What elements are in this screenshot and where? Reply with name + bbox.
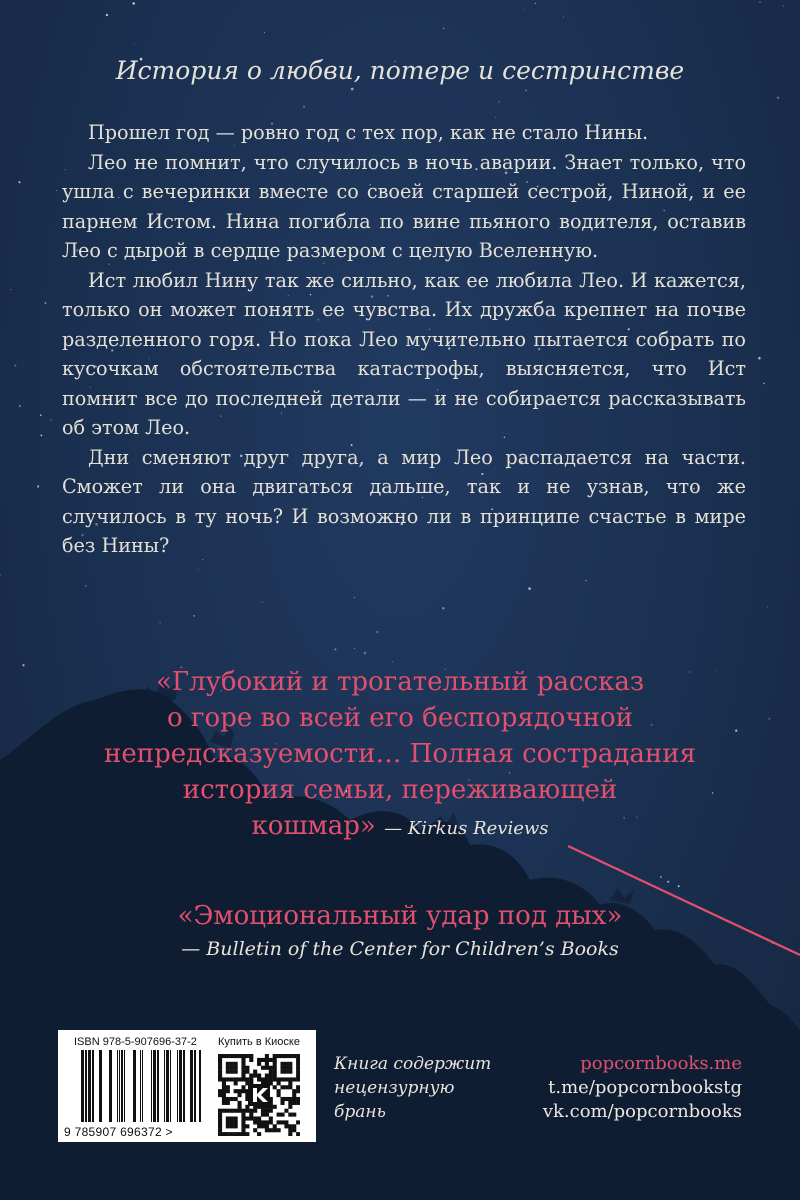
warning-line: брань (334, 1102, 386, 1122)
blurb-paragraph: Прошел год — ровно год с тех пор, как не стало Нины. (88, 121, 649, 144)
website-link[interactable]: popcornbooks.me (580, 1053, 742, 1074)
quote-line: «Глубокий и трогательный рассказ (155, 667, 645, 697)
qr-code[interactable] (218, 1054, 300, 1136)
review-quote-bulletin (0, 898, 800, 964)
quote-line: непредсказуемости… Полная сострадания (104, 739, 696, 769)
publisher-links (543, 1052, 742, 1124)
quote-source: — Bulletin of the Center for Children’s Books (181, 938, 619, 960)
telegram-link[interactable]: t.me/popcornbookstg (548, 1077, 742, 1098)
quote-line: «Эмоциональный удар под дых» (177, 901, 623, 931)
blurb-paragraph: Дни сменяют друг друга, а мир Лео распадается на части. Сможет ли она двигаться дальше, так и не узнав, что же случилось в ту ночь? И возможно ли в принципе счастье в мире без Нины? (62, 445, 746, 557)
isbn-digits: 9 785907 696372 > (64, 1125, 173, 1139)
kiosk-label: Купить в Киоске (218, 1036, 300, 1048)
blurb (62, 118, 746, 561)
warning-line: Книга содержит (334, 1054, 492, 1074)
review-quote-kirkus (0, 664, 800, 847)
warning-line: нецензурную (334, 1078, 455, 1098)
quote-line: кошмар» (251, 811, 376, 841)
isbn-label: ISBN 978-5-907696-37-2 (74, 1036, 197, 1048)
quote-source: — Kirkus Reviews (384, 818, 549, 839)
isbn-barcode-panel (58, 1030, 316, 1142)
vk-link[interactable]: vk.com/popcornbooks (542, 1101, 742, 1122)
quote-line: история семьи, переживающей (182, 775, 618, 805)
quote-line: о горе во всей его беспорядочной (167, 703, 633, 733)
content-warning (334, 1052, 491, 1124)
blurb-paragraph: Лео не помнит, что случилось в ночь аварии. Знает только, что ушла с вечеринки вместе со своей старшей сестрой, Ниной, и ее парнем Истом. Нина погибла по вине пьяного водителя, оставив Лео с дырой в сердце размером с целую Вселенную. (62, 150, 746, 262)
blurb-paragraph: Ист любил Нину так же сильно, как ее любила Лео. И кажется, только он может понять ее чувства. Их дружба крепнет на почве разделенного горя. Но пока Лео мучительно пытается собрать по кусочкам обстоятельства катастрофы, выясняется, что Ист помнит все до последней детали — и не собирается рассказывать об этом Лео. (62, 268, 746, 439)
tagline: История о любви, потере и сестринстве (115, 56, 685, 85)
barcode (72, 1050, 204, 1124)
